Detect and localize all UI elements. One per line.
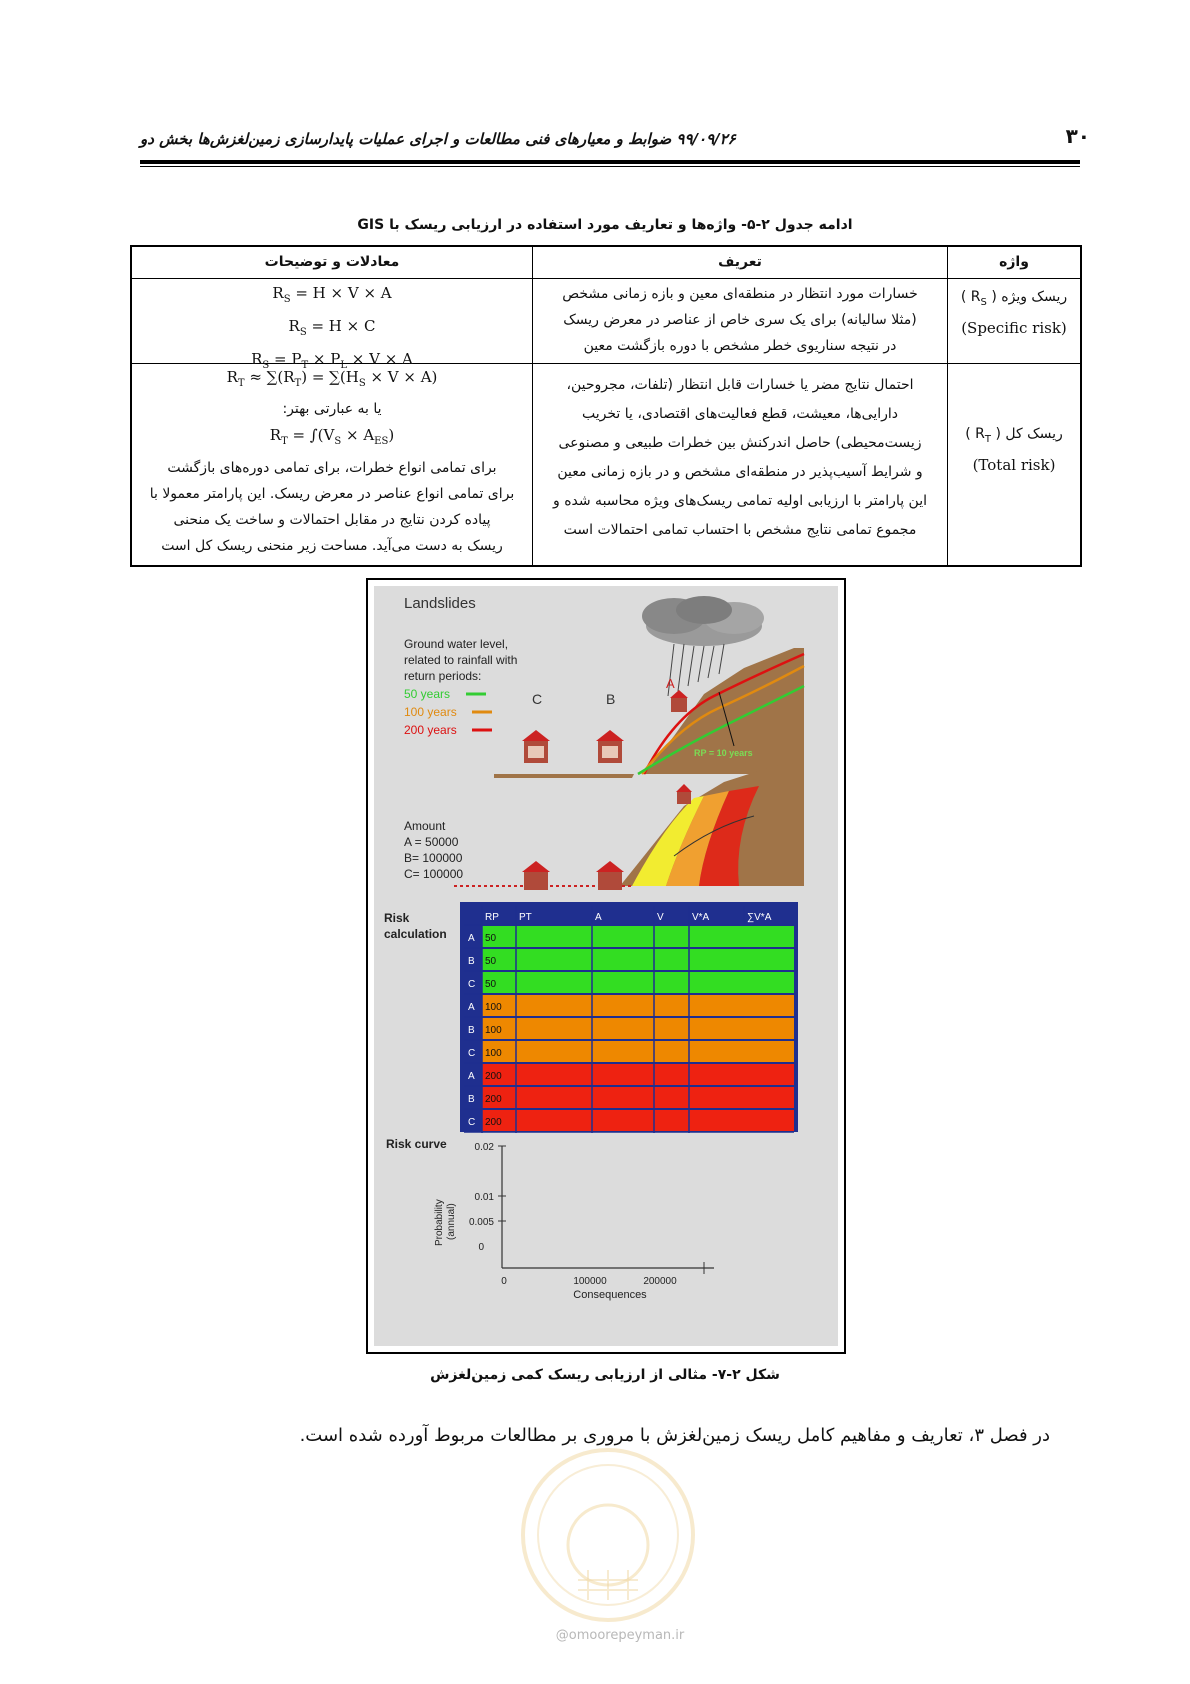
definition-line: (مثلا سالیانه) برای یک سری خاص از عناصر در معرض ریسک — [563, 312, 917, 328]
risk-curve-chart — [386, 1137, 714, 1301]
y-tick: 0 — [478, 1242, 484, 1253]
rc-rp-value: 200 — [485, 1094, 502, 1105]
definition-line: این پارامتر با ارزیابی اولیه تمامی ریسک‌های ویژه محاسبه شده و — [552, 493, 927, 509]
definition-line: و شرایط آسیب‌پذیر در منطقه‌ای مشخص و در بازه زمانی معین — [557, 464, 923, 480]
risk-curve-label: Risk curve — [386, 1137, 447, 1151]
definition-line: احتمال نتایج مضر یا خسارات قابل انتظار (تلفات، مجروحین، — [566, 377, 914, 393]
rc-element-label: A — [468, 1071, 475, 1082]
rc-row — [482, 995, 794, 1016]
equations-specific-risk — [132, 280, 532, 371]
running-header-title: ۹۹/۰۹/۲۶ ضوابط و معیارهای فنی مطالعات و اجرای عملیات پایدارسازی زمین‌لغزش‌ها بخش دو — [140, 130, 736, 148]
rc-col-header: A — [595, 912, 602, 923]
rc-rp-value: 100 — [485, 1025, 502, 1036]
rc-element-label: C — [468, 1117, 476, 1128]
y-axis-label: (annual) — [446, 1203, 457, 1240]
rc-row — [482, 1087, 794, 1108]
amount-values — [404, 819, 463, 881]
watermark-seal-logo — [508, 1440, 708, 1630]
x-tick: 100000 — [573, 1276, 607, 1287]
col-header-term: واژه — [999, 254, 1029, 270]
equation-note: یا به عبارتی بهتر: — [282, 401, 382, 417]
house-a-icon — [670, 690, 688, 712]
note-line: برای تمامی انواع عناصر در معرض ریسک. این پارامتر معمولا با — [149, 486, 515, 502]
house-b-icon — [596, 730, 624, 763]
term-fa-text: ریسک کل ( R — [975, 426, 1063, 442]
rc-rp-value: 50 — [485, 933, 497, 944]
body-paragraph: در فصل ۳، تعاریف و مفاهیم کامل ریسک زمین‌لغزش با مروری بر مطالعات مربوط آورده شده است. — [299, 1425, 1050, 1446]
rp-label: RP = 10 years — [694, 748, 753, 758]
table-divider — [132, 278, 1080, 279]
equation: $R_S = P_T \times P_L \times V \times A$ — [251, 350, 413, 371]
landslide-risk-figure — [374, 586, 838, 1346]
rc-row — [482, 972, 794, 993]
definition-line: دارایی‌ها، معیشت، قطع فعالیت‌های اقتصادی، یا تخریب — [581, 406, 898, 422]
legend-50: 50 years — [404, 687, 451, 701]
term-fa-tail: ) — [965, 426, 976, 442]
rc-rp-value: 50 — [485, 956, 497, 967]
col-header-definition: تعریف — [718, 254, 762, 270]
rc-element-label: A — [468, 1002, 475, 1013]
amount-line: B= 100000 — [404, 851, 463, 865]
house-a-icon — [676, 784, 692, 804]
col-header-equations: معادلات و توضیحات — [264, 254, 400, 270]
page-number: ۳۰ — [1065, 124, 1090, 148]
rc-row — [482, 949, 794, 970]
definition-line: مجموع تمامی نتایج مشخص با احتساب تمامی احتمالات است — [563, 522, 917, 538]
definitions-table — [130, 245, 1082, 567]
notes-block — [132, 455, 532, 559]
rc-col-header: RP — [485, 912, 499, 923]
house-c-icon — [522, 861, 550, 890]
definition-specific-risk — [533, 281, 947, 361]
panel-amount — [404, 762, 804, 890]
term-en: (Total risk) — [972, 455, 1056, 474]
y-tick: 0.01 — [474, 1192, 494, 1203]
house-label-b: B — [606, 691, 616, 707]
rc-col-header: PT — [519, 912, 532, 923]
rc-row — [482, 1018, 794, 1039]
equation: $R_S = H \times V \times A$ — [272, 284, 392, 305]
panel-landslides — [404, 595, 804, 778]
note-line: پیاده کردن نتایج در مقابل احتمالات و ساخت یک منحنی — [173, 512, 491, 528]
term-specific-risk — [948, 285, 1080, 355]
amount-line: Amount — [404, 819, 446, 833]
rc-row — [482, 1064, 794, 1085]
legend-title-line: related to rainfall with — [404, 653, 518, 667]
term-subscript: S — [980, 296, 987, 308]
rc-col-header: ∑V*A — [747, 912, 772, 923]
note-line: ریسک به دست می‌آید. مساحت زیر منحنی ریسک کل است — [161, 538, 503, 554]
equation: $R_T \approx \sum(R_T) = \sum(H_S \times V \times A)$ — [226, 368, 438, 389]
y-axis-label: Probability — [434, 1199, 445, 1246]
header-rule-thick — [140, 160, 1080, 164]
risk-calculation-table — [384, 902, 798, 1133]
risk-calc-label: Risk — [384, 911, 410, 925]
legend-100: 100 years — [404, 705, 457, 719]
house-c-icon — [522, 730, 550, 763]
equation: $R_T = \int(V_S \times A_{ES})$ — [269, 426, 395, 447]
rain-cloud-icon — [642, 596, 764, 646]
rc-row — [482, 1110, 794, 1131]
rc-rp-value: 50 — [485, 979, 497, 990]
header-rule-thin — [140, 166, 1080, 167]
figure-caption: شکل ۲-۷- مثالی از ارزیابی ریسک کمی زمین‌لغزش — [430, 1367, 780, 1383]
rc-element-label: C — [468, 979, 476, 990]
term-fa-text: ریسک ویژه ( R — [970, 289, 1068, 305]
term-fa — [948, 422, 1080, 452]
rc-element-label: C — [468, 1048, 476, 1059]
definition-line: زیست‌محیطی) حاصل اندرکنش بین خطرات طبیعی و مصنوعی — [558, 435, 922, 451]
legend-200: 200 years — [404, 723, 457, 737]
y-tick: 0.005 — [468, 1217, 494, 1228]
note-line: برای تمامی انواع خطرات، برای تمامی دوره‌های بازگشت — [167, 460, 497, 476]
equations-total-risk — [132, 364, 532, 564]
rc-rp-value: 100 — [485, 1002, 502, 1013]
rc-element-label: B — [468, 1094, 475, 1105]
amount-line: A = 50000 — [404, 835, 459, 849]
rc-element-label: B — [468, 1025, 475, 1036]
legend-title-line: return periods: — [404, 669, 482, 683]
house-b-icon — [596, 861, 624, 890]
rc-element-label: B — [468, 956, 475, 967]
table-caption: ادامه جدول ۲-۵- واژه‌ها و تعاریف مورد استفاده در ارزیابی ریسک با GIS — [357, 217, 853, 233]
term-en: (Specific risk) — [961, 318, 1067, 337]
risk-calc-label: calculation — [384, 927, 447, 941]
equation: $R_S = H \times C$ — [288, 317, 376, 338]
groundwater-legend — [404, 637, 517, 737]
term-subscript: T — [984, 433, 991, 445]
y-tick: 0.02 — [474, 1142, 494, 1153]
rc-row — [482, 1041, 794, 1062]
panel1-title: Landslides — [404, 595, 476, 612]
rc-col-header: V*A — [692, 912, 710, 923]
x-tick: 0 — [501, 1276, 507, 1287]
x-axis-label: Consequences — [573, 1289, 647, 1301]
term-fa-tail: ) — [960, 289, 971, 305]
x-tick: 200000 — [643, 1276, 677, 1287]
definition-line: خسارات مورد انتظار در منطقه‌ای معین و بازه زمانی مشخص — [562, 286, 918, 302]
house-label-c: C — [532, 691, 543, 707]
term-fa — [948, 285, 1080, 315]
legend-title-line: Ground water level, — [404, 637, 509, 651]
definition-total-risk — [533, 371, 947, 561]
rc-col-header: V — [657, 912, 664, 923]
amount-line: C= 100000 — [404, 867, 464, 881]
house-label-a: A — [666, 676, 675, 691]
rc-rp-value: 200 — [485, 1071, 502, 1082]
rc-rp-value: 100 — [485, 1048, 502, 1059]
rc-row — [482, 926, 794, 947]
rc-element-label: A — [468, 933, 475, 944]
term-total-risk — [948, 422, 1080, 482]
rc-rp-value: 200 — [485, 1117, 502, 1128]
watermark-url: @omoorepeyman.ir — [555, 1628, 685, 1643]
definition-line: در نتیجه سناریوی خطر مشخص با دوره بازگشت معین — [583, 338, 897, 354]
